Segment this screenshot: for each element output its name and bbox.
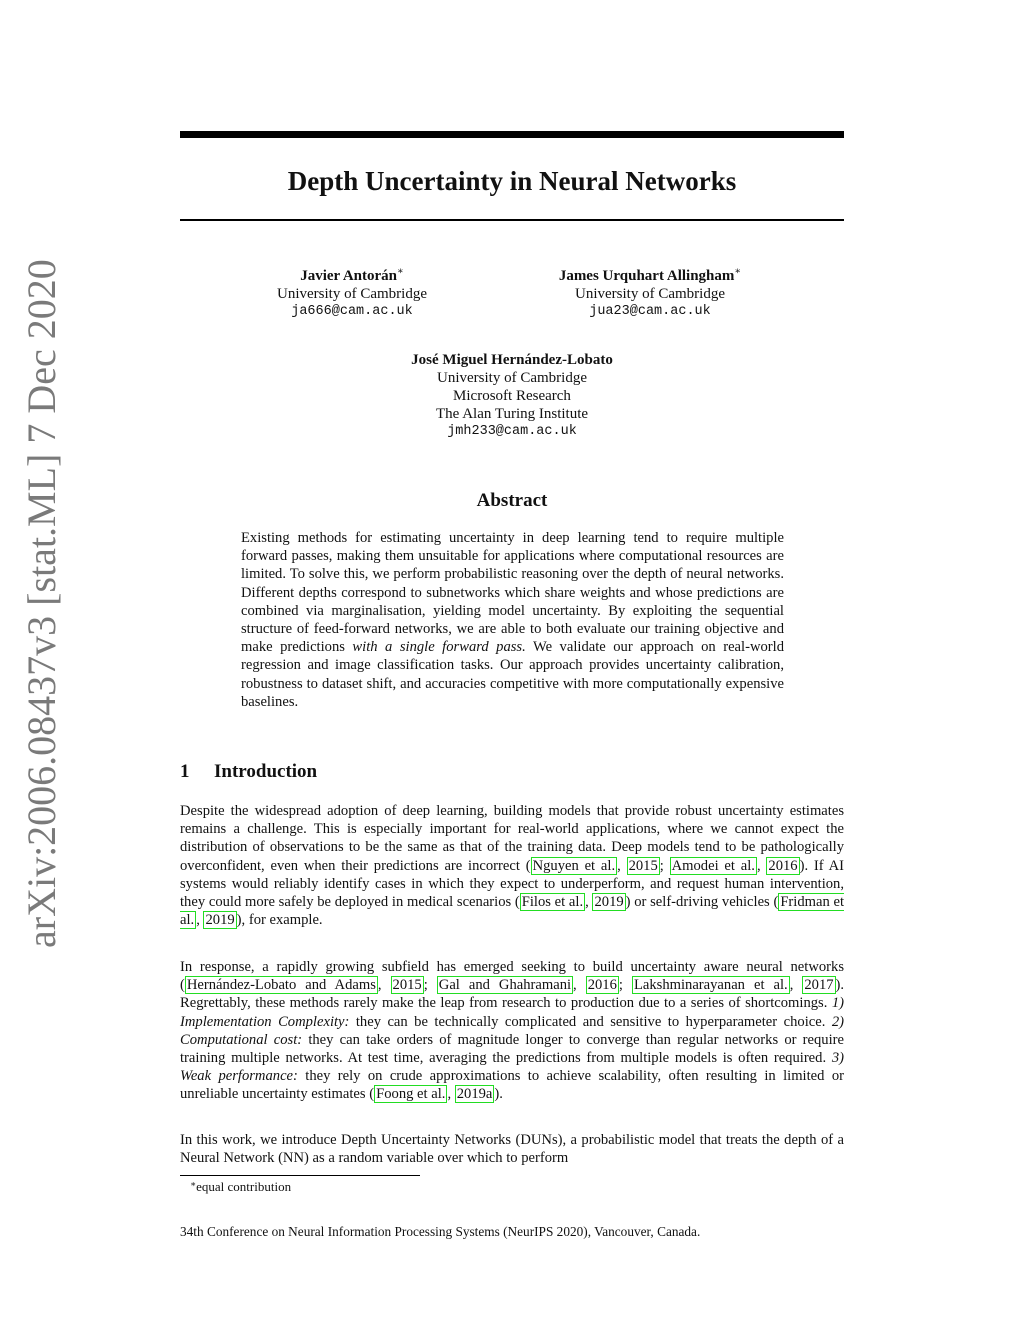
citation-link[interactable]: Lakshminarayanan et al.: [633, 977, 788, 994]
title-bottom-rule: [180, 219, 844, 221]
author-block: [312, 351, 712, 441]
paragraph: In response, a rapidly growing subfield has emerged seeking to build uncertainty aware neural networks ( Hernández-Lobato and Adams , 2015 ; Gal and Ghahramani , 2016 ; Lakshminarayanan et al. , 2017 ). Regrettably, these methods rarely make the leap from research to production due to a series of shortcomings. 1) Implementation Complexity: they can be technically complicated and sensitive to hyperparameter choice. 2) Computational cost: they can take orders of magnitude longer to converge than regular networks or require training multiple networks. At test time, averaging the predictions from multiple models is often required. 3) Weak performance: they rely on crude approximations to achieve scalability, often resulting in limited or unreliable uncertainty estimates ( Foong et al. , 2019a ).: [180, 959, 845, 1103]
author-affiliation: University of Cambridge: [277, 286, 427, 302]
section-number: 1: [180, 761, 190, 782]
title-top-rule: [180, 131, 844, 138]
citation-link[interactable]: Filos et al.: [521, 894, 584, 911]
citation-link[interactable]: 2019a: [456, 1086, 493, 1103]
abstract-text: Existing methods for estimating uncertainty in deep learning tend to require multiple forward passes, making them unsuitable for applications where computational resources are limited. To solve this, we perform probabilistic reasoning over the depth of neural networks. Different depths correspond to subnetworks which share weights and whose predictions are combined via marginalisation, yielding model uncertainty. By exploiting the sequential structure of feed-forward networks, we are able to both evaluate our training objective and make predictions with a single forward pass. We validate our approach on real-world regression and image classification tasks. Our approach provides uncertainty calibration, robustness to dataset shift, and accuracies competitive with more computationally expensive baselines.: [241, 530, 784, 710]
author-affiliation: Microsoft Research: [453, 388, 571, 404]
paragraph: Despite the widespread adoption of deep learning, building models that provide robust uncertainty estimates remains a challenge. This is especially important for real-world applications, where we cannot expect the distribution of observations to be the same as that of the training data. Deep models tend to be pathologically overconfident, even when their predictions are incorrect ( Nguyen et al. , 2015 ; Amodei et al. , 2016 ). If AI systems would reliably identify cases in which they expect to underperform, and request human intervention, they could more safely be deployed in medical scenarios ( Filos et al. , 2019 ) or self-driving vehicles ( Fridman et al. , 2019 ), for example.: [180, 803, 845, 929]
footnote-rule: [180, 1175, 420, 1176]
author-email: jmh233@cam.ac.uk: [447, 424, 577, 439]
author-name: Javier Antorán: [300, 268, 397, 284]
author-affiliation: University of Cambridge: [575, 286, 725, 302]
paper-title: Depth Uncertainty in Neural Networks: [287, 166, 737, 196]
footnote: ∗equal contribution: [190, 1179, 292, 1194]
citation-link[interactable]: Foong et al.: [376, 1086, 446, 1103]
citation-link[interactable]: 2015: [628, 857, 658, 874]
citation-link[interactable]: Nguyen et al.: [532, 857, 616, 874]
author-email: ja666@cam.ac.uk: [291, 304, 413, 319]
author-block: [510, 267, 790, 321]
section-heading: [180, 761, 317, 783]
section-title: Introduction: [214, 761, 318, 782]
conference-note: 34th Conference on Neural Information Processing Systems (NeurIPS 2020), Vancouver, Canada.: [180, 1224, 701, 1239]
citation-link[interactable]: 2015: [392, 977, 422, 994]
author-block: [232, 267, 472, 321]
citation-link[interactable]: 2019: [594, 894, 624, 911]
citation-link[interactable]: Gal and Ghahramani: [438, 977, 572, 994]
citation-link[interactable]: Hernández-Lobato and Adams: [186, 977, 376, 994]
author-name: José Miguel Hernández-Lobato: [411, 352, 613, 368]
citation-link[interactable]: Amodei et al.: [671, 857, 755, 874]
citation-link[interactable]: 2016: [587, 977, 617, 994]
citation-link[interactable]: 2017: [804, 977, 834, 994]
paragraph: In this work, we introduce Depth Uncertainty Networks (DUNs), a probabilistic model that treats the depth of a Neural Network (NN) as a random variable over which to perform: [180, 1132, 844, 1167]
equal-contribution-mark: ∗: [397, 266, 404, 277]
author-name: James Urquhart Allingham: [558, 268, 735, 284]
arxiv-id: arXiv:2006.08437v3 [stat.ML] 7 Dec 2020: [19, 259, 64, 948]
citation-link[interactable]: 2019: [205, 912, 235, 929]
citation-link[interactable]: 2016: [768, 857, 798, 874]
author-email: jua23@cam.ac.uk: [589, 304, 711, 319]
equal-contribution-mark: ∗: [734, 266, 742, 277]
citation-link[interactable]: Fridman et al.: [180, 894, 845, 929]
author-affiliation: The Alan Turing Institute: [435, 406, 589, 422]
abstract-heading: Abstract: [476, 490, 548, 511]
author-affiliation: University of Cambridge: [437, 370, 587, 386]
